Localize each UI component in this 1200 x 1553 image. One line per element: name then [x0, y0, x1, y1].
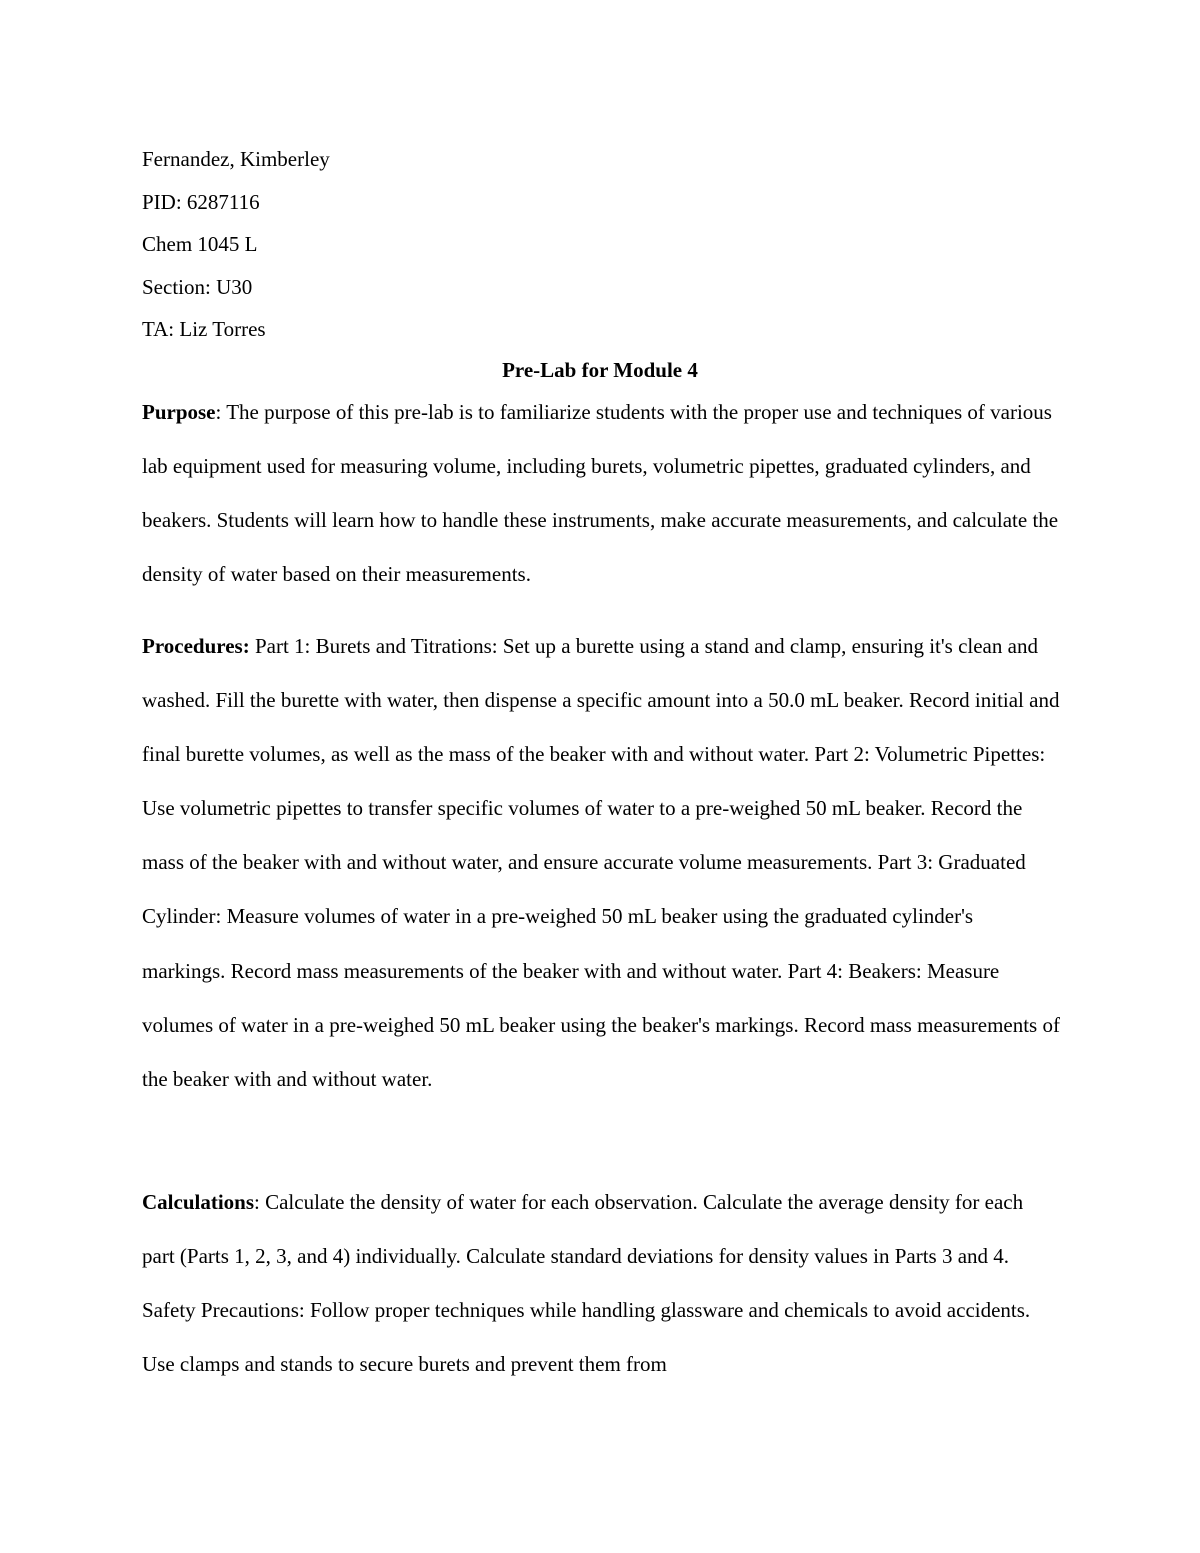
purpose-text: : The purpose of this pre-lab is to familiarize students with the proper use and techniques of various lab equipment used for measuring volume, including burets, volumetric pipettes, graduated cylinders, and beakers. Students will learn how to handle these instruments, make accurate measurements, and calculate the density of water based on their measurements.: [142, 400, 1059, 587]
calculations-text: : Calculate the density of water for each observation. Calculate the average density for each part (Parts 1, 2, 3, and 4) individually. Calculate standard deviations for density values in Parts 3 and 4. Safety Precautions: Follow proper techniques while handling glassware and chemicals to avoid accidents. Use clamps and stands to secure burets and prevent them from: [142, 1190, 1031, 1377]
calculations-label: Calculations: [142, 1190, 255, 1214]
purpose-label: Purpose: [142, 400, 216, 424]
procedures-label: Procedures:: [142, 634, 250, 658]
teaching-assistant: TA: Liz Torres: [142, 317, 266, 342]
student-name: Fernandez, Kimberley: [142, 147, 330, 171]
document-title: Pre-Lab for Module 4: [502, 358, 698, 382]
student-info-block: [142, 138, 330, 351]
calculations-section: [142, 1175, 1060, 1391]
purpose-section: [142, 385, 1060, 601]
course-number: Chem 1045 L: [142, 232, 258, 257]
procedures-text: Part 1: Burets and Titrations: Set up a burette using a stand and clamp, ensuring it's clean and washed. Fill the burette with water, then dispense a specific amount into a 50.0 mL beaker. Record initial and final burette volumes, as well as the mass of the beaker with and without water. Part 2: Volumetric Pipettes: Use volumetric pipettes to transfer specific volumes of water to a pre-weighed 50 mL beaker. Record the mass of the beaker with and without water, and ensure accurate volume measurements. Part 3: Graduated Cylinder: Measure volumes of water in a pre-weighed 50 mL beaker using the graduated cylinder's markings. Record mass measurements of the beaker with and without water. Part 4: Beakers: Measure volumes of water in a pre-weighed 50 mL beaker using the beaker's markings. Record mass measurements of the beaker with and without water.: [142, 634, 1060, 1091]
procedures-section: [142, 619, 1060, 1106]
student-pid: PID: 6287116: [142, 189, 260, 214]
course-section: Section: U30: [142, 274, 253, 299]
